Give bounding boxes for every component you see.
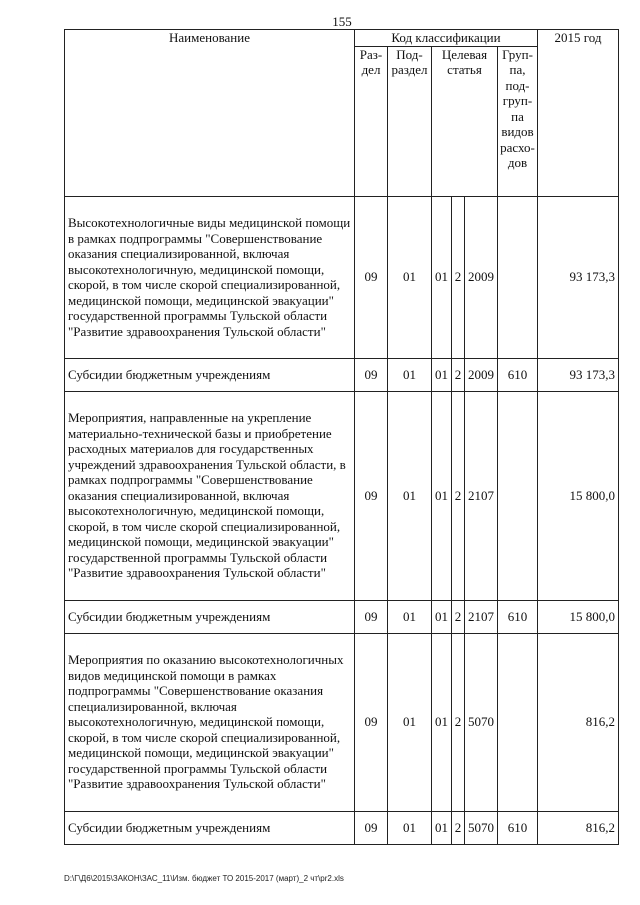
row-target-2: 2: [452, 600, 465, 633]
table-row: [65, 633, 619, 811]
header-name: Наименование: [65, 30, 355, 197]
row-name: Высокотехнологичные виды медицинской помощи в рамках подпрограммы "Совершенствование оказания специализированной, включая высокотехнологичную, медицинской помощи, скорой, в том числе скорой специализированной, медицинской помощи, медицинской эвакуации" государственной программы Тульской области "Развитие здравоохранения Тульской области": [65, 196, 355, 358]
header-target-article: Целевая статья: [432, 46, 498, 196]
row-name: Мероприятия, направленные на укрепление материально-технической базы и приобретение расходных материалов для государственных учреждений здравоохранения Тульской области, в рамках подпрограммы "Совершенствование оказания специализированной, включая высокотехнологичную, медицинской помощи, скорой, в том числе скорой специализированной, медицинской помощи, медицинской эвакуации" государственной программы Тульской области "Развитие здравоохранения Тульской области": [65, 391, 355, 600]
row-amount: 15 800,0: [538, 391, 619, 600]
row-amount: 816,2: [538, 811, 619, 844]
row-group: [498, 391, 538, 600]
row-subsection: 01: [388, 811, 432, 844]
file-path-footer: D:\Г\Д6\2015\ЗАКОН\ЗАС_11\Изм. бюджет ТО 2015-2017 (март)_2 чт\pr2.xls: [64, 874, 344, 883]
table-row: [65, 600, 619, 633]
row-target-1: 01: [432, 358, 452, 391]
row-name: Субсидии бюджетным учреждениям: [65, 358, 355, 391]
row-target-3: 5070: [465, 633, 498, 811]
row-subsection: 01: [388, 391, 432, 600]
page-number: 155: [332, 14, 352, 29]
row-group: [498, 196, 538, 358]
row-target-2: 2: [452, 358, 465, 391]
row-target-2: 2: [452, 811, 465, 844]
table-row: [65, 811, 619, 844]
row-target-3: 2009: [465, 358, 498, 391]
row-target-1: 01: [432, 633, 452, 811]
row-section: 09: [355, 811, 388, 844]
header-group: Груп- па, под- груп- па видов расхо- дов: [498, 46, 538, 196]
row-target-3: 2107: [465, 391, 498, 600]
row-section: 09: [355, 358, 388, 391]
row-target-3: 5070: [465, 811, 498, 844]
budget-table: [64, 29, 619, 845]
row-group: 610: [498, 811, 538, 844]
row-amount: 15 800,0: [538, 600, 619, 633]
row-group: 610: [498, 600, 538, 633]
row-subsection: 01: [388, 358, 432, 391]
row-target-3: 2009: [465, 196, 498, 358]
table-row: [65, 391, 619, 600]
row-section: 09: [355, 600, 388, 633]
header-section: Раз- дел: [355, 46, 388, 196]
header-subsection: Под- раздел: [388, 46, 432, 196]
table-row: [65, 358, 619, 391]
table-row: [65, 196, 619, 358]
row-amount: 93 173,3: [538, 358, 619, 391]
row-group: [498, 633, 538, 811]
row-name: Субсидии бюджетным учреждениям: [65, 600, 355, 633]
row-name: Мероприятия по оказанию высокотехнологичных видов медицинской помощи в рамках подпрограммы "Совершенствование оказания специализированной, включая высокотехнологичную, медицинской помощи, скорой, в том числе скорой специализированной, медицинской помощи, медицинской эвакуации" государственной программы Тульской области "Развитие здравоохранения Тульской области": [65, 633, 355, 811]
row-section: 09: [355, 633, 388, 811]
row-target-1: 01: [432, 600, 452, 633]
row-subsection: 01: [388, 600, 432, 633]
header-classification: Код классификации: [355, 30, 538, 47]
row-target-1: 01: [432, 196, 452, 358]
row-group: 610: [498, 358, 538, 391]
row-target-1: 01: [432, 391, 452, 600]
row-amount: 816,2: [538, 633, 619, 811]
header-year: 2015 год: [538, 30, 619, 197]
row-target-2: 2: [452, 391, 465, 600]
row-subsection: 01: [388, 633, 432, 811]
row-target-2: 2: [452, 633, 465, 811]
row-target-1: 01: [432, 811, 452, 844]
row-name: Субсидии бюджетным учреждениям: [65, 811, 355, 844]
row-target-2: 2: [452, 196, 465, 358]
row-amount: 93 173,3: [538, 196, 619, 358]
row-target-3: 2107: [465, 600, 498, 633]
row-subsection: 01: [388, 196, 432, 358]
row-section: 09: [355, 391, 388, 600]
row-section: 09: [355, 196, 388, 358]
